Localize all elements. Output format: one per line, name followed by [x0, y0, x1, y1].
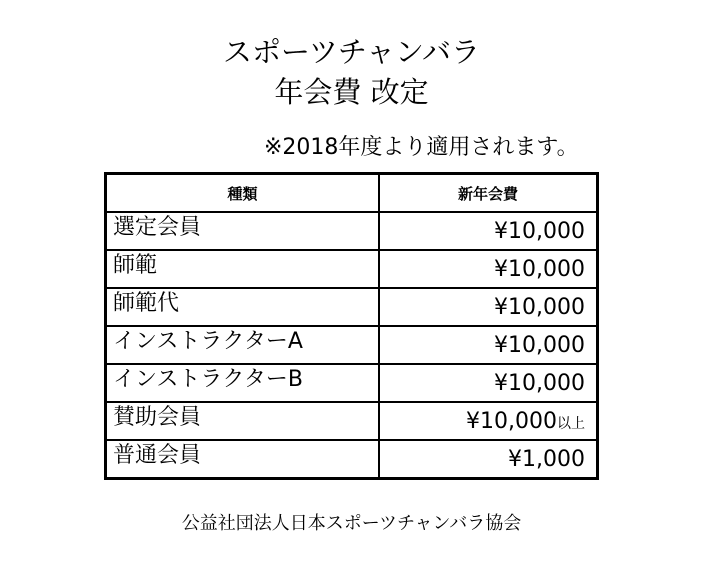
row-fee-value: ¥10,000 — [494, 257, 585, 282]
fee-table — [104, 172, 599, 480]
row-fee — [379, 326, 597, 364]
row-fee — [379, 402, 597, 440]
row-type: 師範代 — [106, 288, 380, 326]
row-type: インストラクターB — [106, 364, 380, 402]
row-type: 普通会員 — [106, 440, 380, 479]
table-row — [106, 288, 598, 326]
title-line-1: スポーツチャンバラ — [223, 35, 480, 69]
row-type: インストラクターA — [106, 326, 380, 364]
row-type: 選定会員 — [106, 212, 380, 250]
table-row — [106, 364, 598, 402]
table-row — [106, 250, 598, 288]
row-fee — [379, 250, 597, 288]
table-header-row — [106, 174, 598, 213]
organization-footer: 公益社団法人日本スポーツチャンバラ協会 — [181, 513, 522, 534]
table-row — [106, 212, 598, 250]
table-row — [106, 402, 598, 440]
table-row — [106, 326, 598, 364]
row-type: 師範 — [106, 250, 380, 288]
row-fee — [379, 212, 597, 250]
row-fee — [379, 364, 597, 402]
row-fee-value: ¥10,000 — [494, 371, 585, 396]
row-fee-value: ¥10,000 — [494, 295, 585, 320]
row-fee — [379, 288, 597, 326]
row-fee-suffix: 以上 — [557, 416, 585, 432]
row-fee-value: ¥10,000 — [494, 333, 585, 358]
title-line-2: 年会費 改定 — [274, 75, 429, 109]
header-type: 種類 — [106, 174, 380, 213]
table-row — [106, 440, 598, 479]
row-fee-value: ¥1,000 — [508, 447, 585, 472]
effective-note: ※2018年度より適用されます。 — [264, 135, 579, 160]
row-type: 賛助会員 — [106, 402, 380, 440]
row-fee-value: ¥10,000 — [494, 219, 585, 244]
document-title — [0, 32, 703, 112]
header-fee: 新年会費 — [379, 174, 597, 213]
row-fee-value: ¥10,000 — [466, 409, 557, 434]
row-fee — [379, 440, 597, 479]
